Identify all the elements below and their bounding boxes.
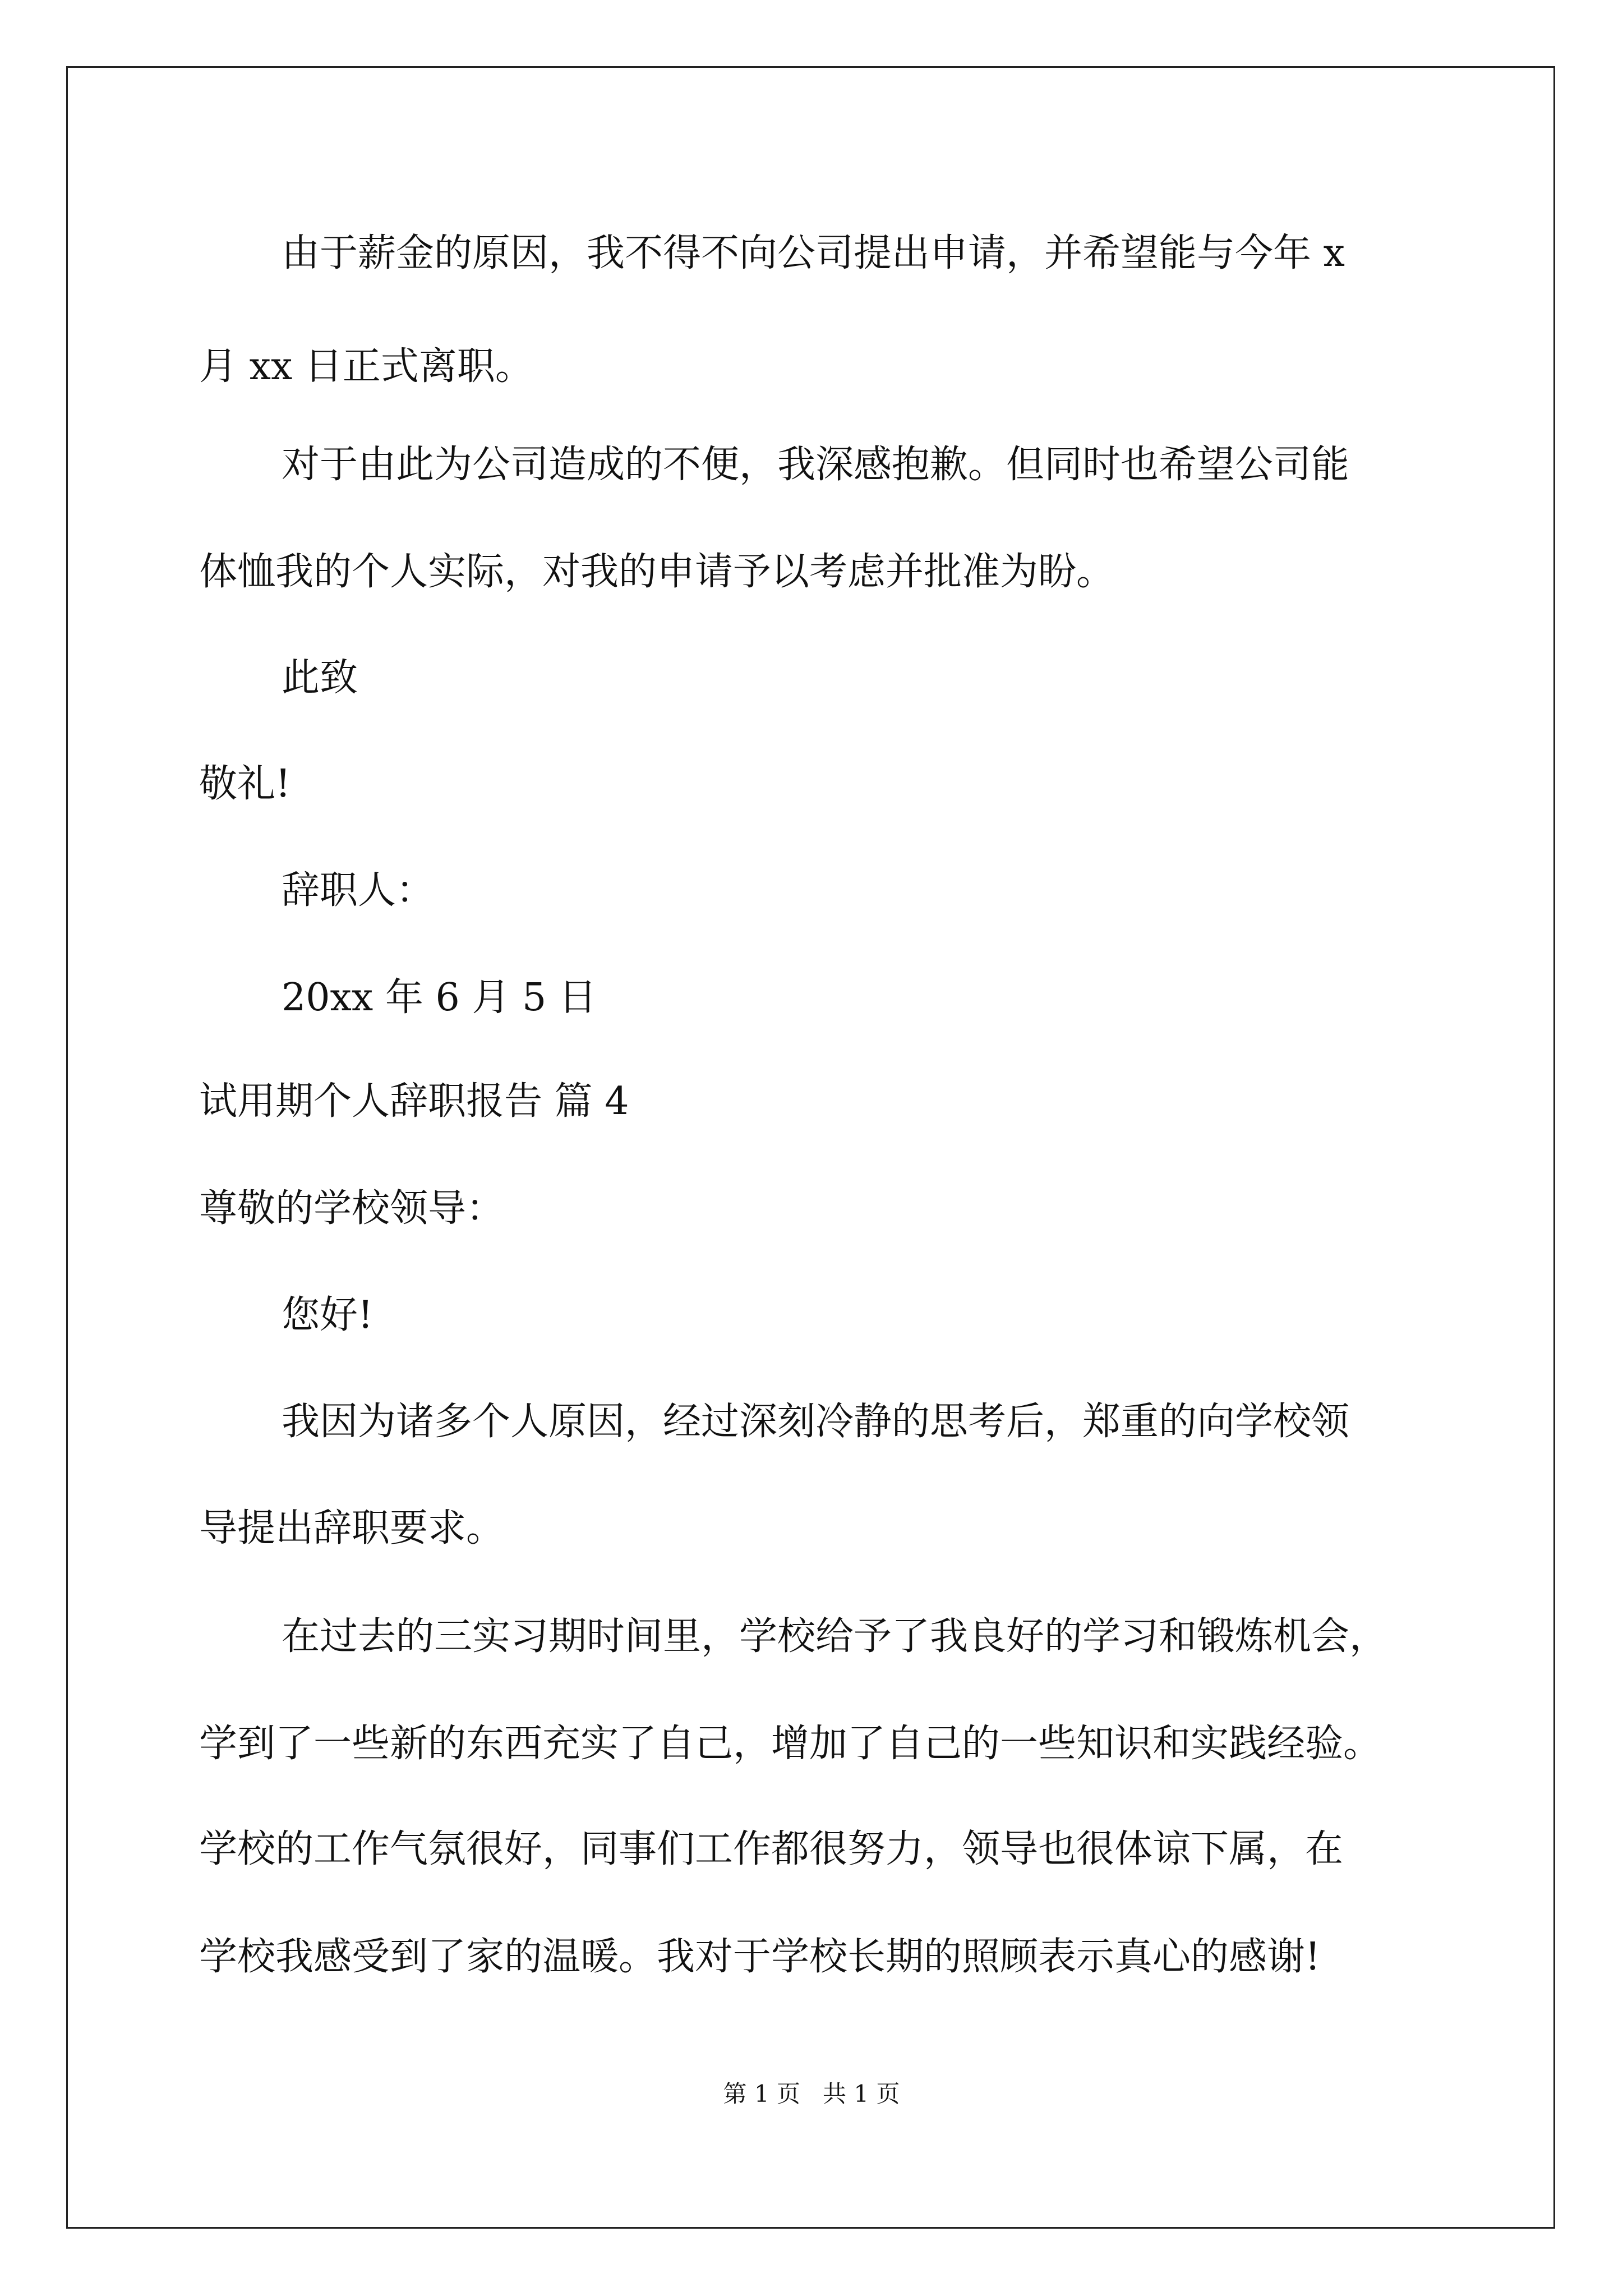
paragraph-line: 学校的工作气氛很好，同事们工作都很努力，领导也很体谅下属，在: [199, 1827, 1344, 1871]
paragraph-line: 由于薪金的原因，我不得不向公司提出申请，并希望能与今年 x: [282, 231, 1345, 275]
paragraph-line: 在过去的三实习期时间里，学校给予了我良好的学习和锻炼机会，: [282, 1614, 1388, 1659]
section-heading: 试用期个人辞职报告 篇 4: [199, 1079, 629, 1124]
paragraph-line: 学到了一些新的东西充实了自己，增加了自己的一些知识和实践经验。: [199, 1722, 1382, 1766]
addressee: 尊敬的学校领导：: [199, 1186, 505, 1231]
closing-regards: 敬礼!: [199, 762, 291, 806]
paragraph-line: 导提出辞职要求。: [199, 1506, 505, 1550]
closing-salutation: 此致: [282, 656, 358, 700]
paragraph-line: 月 xx 日正式离职。: [199, 344, 533, 389]
paragraph-line: 学校我感受到了家的温暖。我对于学校长期的照顾表示真心的感谢!: [199, 1935, 1321, 1979]
date-line: 20xx 年 6 月 5 日: [282, 976, 597, 1020]
page-border: [66, 66, 1555, 2229]
paragraph-line: 对于由此为公司造成的不便，我深感抱歉。但同时也希望公司能: [282, 443, 1350, 487]
paragraph-line: 体恤我的个人实际，对我的申请予以考虑并批准为盼。: [199, 550, 1115, 594]
paragraph-line: 我因为诸多个人原因，经过深刻冷静的思考后，郑重的向学校领: [282, 1400, 1350, 1444]
page-footer: 第 1 页 共 1 页: [723, 2080, 900, 2108]
greeting: 您好!: [282, 1293, 374, 1337]
signature-label: 辞职人：: [282, 868, 435, 913]
